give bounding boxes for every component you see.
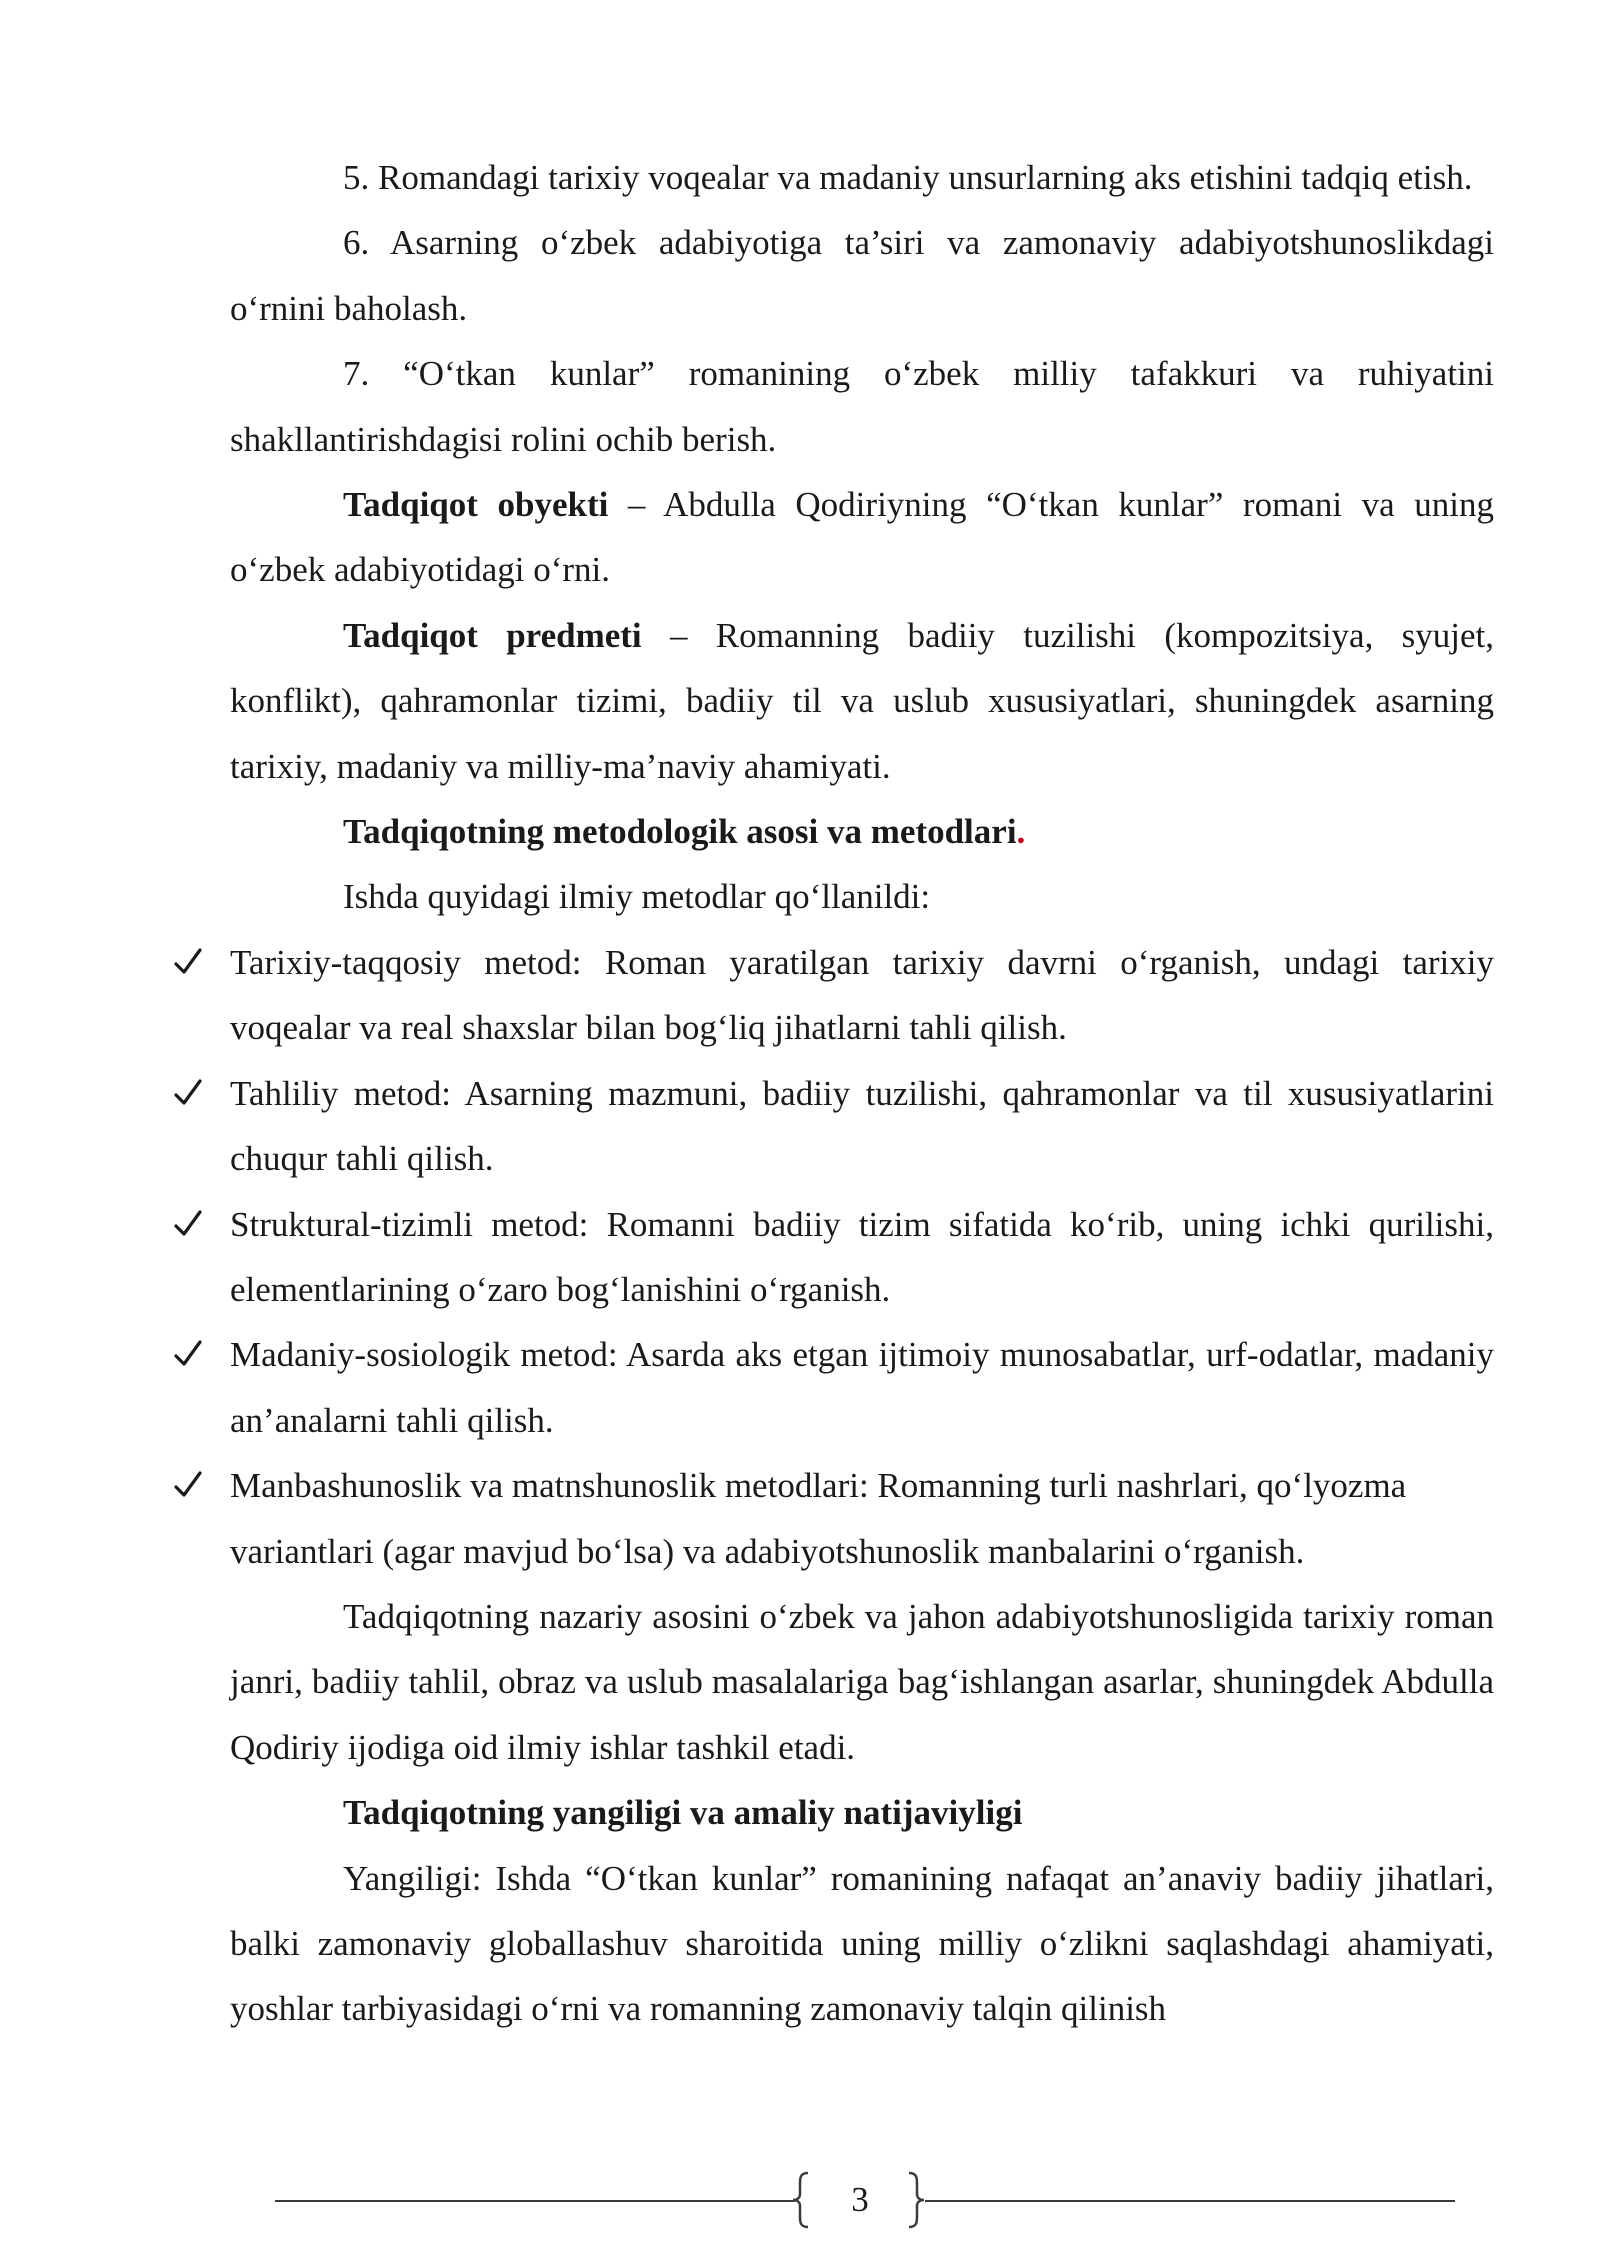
method-item-text: Tahliliy metod: Asarning mazmuni, badiiy tuzilishi, qahramonlar va til xususiyatlarini chuqur tahli qilish. (230, 1073, 1494, 1179)
check-icon (173, 1192, 203, 1257)
paragraph-item-5: 5. Romandagi tarixiy voqealar va madaniy unsurlarning aks etishini tadqiq etish. (343, 158, 1473, 197)
paragraph-item-7: 7. “O‘tkan kunlar” romanining o‘zbek milliy tafakkuri va ruhiyatini shakllantirishdagisi rolini ochib berish. (230, 354, 1494, 459)
method-item-sociological (230, 1322, 1494, 1453)
method-item-historical (230, 930, 1494, 1061)
right-curly-bracket-icon (905, 2170, 927, 2230)
page-footer (0, 2165, 1600, 2235)
check-icon (173, 1061, 203, 1126)
research-subject-paragraph (230, 603, 1494, 799)
paragraph-item-6: 6. Asarning o‘zbek adabiyotiga ta’siri va zamonaviy adabiyotshunoslikdagi o‘rnini baholash. (230, 223, 1494, 328)
check-icon (173, 1322, 203, 1387)
method-item-analytical (230, 1061, 1494, 1192)
method-item-text: Struktural-tizimli metod: Romanni badiiy tizim sifatida ko‘rib, uning ichki qurilishi, elementlarining o‘zaro bog‘lanishini o‘rganish. (230, 1204, 1494, 1309)
method-item-structural (230, 1192, 1494, 1323)
research-subject-text: – Romanning badiiy tuzilishi (kompozitsiya, syujet, konflikt), qahramonlar tizimi, badiiy til va uslub xususiyatlari, shuningdek asarning tarixiy, madaniy va milliy-ma’naviy ahamiyati. (230, 615, 1494, 786)
research-subject-term: Tadqiqot predmeti (343, 615, 642, 655)
novelty-paragraph: Yangiligi: Ishda “O‘tkan kunlar” romanining nafaqat an’anaviy badiiy jihatlari, balki zamonaviy globallashuv sharoitida uning milliy o‘zlikni saqlashdagi ahamiyati, yoshlar tarbiyasidagi o‘rni va romanning zamonaviy talqin qilinish (230, 1858, 1494, 2029)
method-item-text: Tarixiy-taqqosiy metod: Roman yaratilgan tarixiy davrni o‘rganish, undagi tarixiy voqealar va real shaxslar bilan bog‘liq jihatlarni tahli qilish. (230, 942, 1494, 1048)
methods-heading-dot: . (1016, 812, 1026, 852)
research-object-text: – Abdulla Qodiriyning “O‘tkan kunlar” romani va uning o‘zbek adabiyotidagi o‘rni. (230, 485, 1494, 590)
method-item-source-studies (230, 1453, 1494, 1584)
methods-intro: Ishda quyidagi ilmiy metodlar qo‘llanildi: (343, 877, 931, 917)
methods-heading (230, 799, 1494, 864)
footer-rule-left (275, 2200, 795, 2202)
left-curly-bracket-icon (790, 2170, 812, 2230)
research-object-term: Tadqiqot obyekti (343, 485, 609, 525)
page-number: 3 (851, 2180, 869, 2219)
methods-heading-text: Tadqiqotning metodologik asosi va metodlari (343, 812, 1017, 852)
check-icon (173, 930, 203, 995)
check-icon (173, 1453, 203, 1518)
theory-paragraph: Tadqiqotning nazariy asosini o‘zbek va jahon adabiyotshunosligida tarixiy roman janri, badiiy tahlil, obraz va uslub masalalariga bag‘ishlangan asarlar, shuningdek Abdulla Qodiriy ijodiga oid ilmiy ishlar tashkil etadi. (230, 1596, 1494, 1767)
footer-rule-right (925, 2200, 1455, 2202)
method-item-text: Manbashunoslik va matnshunoslik metodlari: Romanning turli nashrlari, qo‘lyozma variantlari (agar mavjud bo‘lsa) va adabiyotshunoslik manbalarini o‘rganish. (230, 1466, 1407, 1571)
document-body (230, 145, 1494, 2042)
research-object-paragraph (230, 472, 1494, 603)
methods-list (230, 930, 1494, 1584)
method-item-text: Madaniy-sosiologik metod: Asarda aks etgan ijtimoiy munosabatlar, urf-odatlar, madaniy an’analarni tahli qilish. (230, 1335, 1494, 1440)
novelty-heading: Tadqiqotning yangiligi va amaliy natijaviyligi (343, 1793, 1023, 1833)
